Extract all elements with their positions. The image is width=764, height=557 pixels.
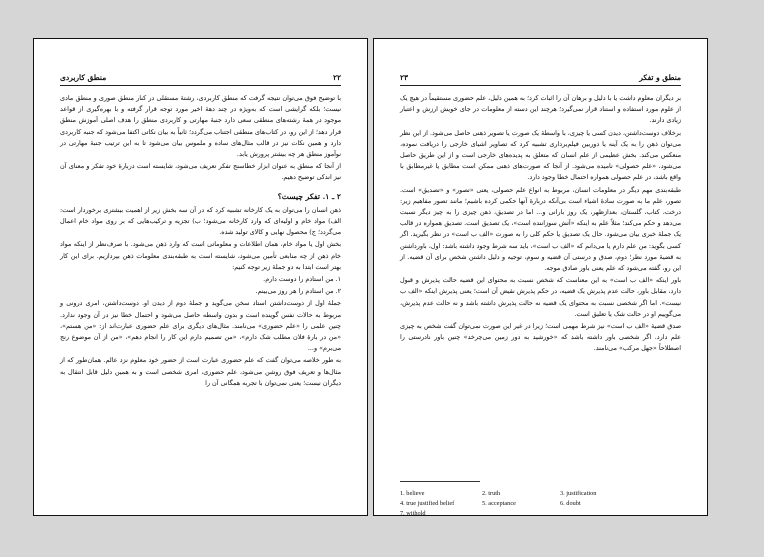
paragraph: بر دیگران معلوم داشت یا با دلیل و برهان آن را اثبات کرد؛ به همین دلیل، علم حضوری مستقیماً در هیچ یک از علوم مورد استفاده و استناد قرار نمی‌گیرد؛ هرچند این دسته از معلومات در جای خویش ارزش و اعتبار زیادی دارند. <box>400 94 681 125</box>
running-title: منطق کاربردی <box>60 73 107 82</box>
footnote: 7. withold <box>400 510 426 516</box>
page-number: ۲۲ <box>332 73 341 82</box>
left-page <box>33 38 368 516</box>
running-head <box>60 73 341 86</box>
footnotes <box>400 490 681 516</box>
right-page <box>373 38 708 516</box>
footnote: 3. justification <box>560 490 597 497</box>
footnote: 2. truth <box>482 490 501 497</box>
paragraph: باور اینکه «الف ب است» به این معناست که شخص نسبت به محتوای این قضیه حالت پذیرش و قبول دارد، مقابل باور، حالت عدم پذیرش یک قضیه، در حکم پذیرش نقیض آن است؛ یعنی پذیرش اینکه «الف ب نیست». اما اگر شخصی نسبت به محتوای یک قضیه نه حالت پذیرش داشته باشد و نه حالت عدم پذیرش، می‌گوییم او در حالت شک یا تعلیق است. <box>400 276 681 318</box>
page-number: ۲۳ <box>400 73 409 82</box>
section-heading: ۲ ـ ۱. تفکر چیست؟ <box>277 191 341 201</box>
footnote-divider <box>400 481 480 482</box>
list-item: ۱. من استادم را دوست دارم. <box>263 275 341 284</box>
paragraph: با توضیح فوق می‌توان نتیجه گرفت که منطق کاربردی، رشتهٔ مستقلی در کنار منطق صوری و منطق مادی نیست؛ بلکه گرایشی است که به‌ویژه در چند دههٔ اخیر مورد توجه قرار گرفته و با بهره‌گیری از قواعد موجود در همهٔ رشته‌های منطقی سعی دارد جنبهٔ مهارتی و کاربردی منطق را هدف اصلی آموزش منطق قرار دهد؛ از این رو، در کتاب‌های منطقی اجتناب می‌گردد؛ ثانیاً به بیان نکاتی اکتفا می‌شود که جنبه کاربردی دارد و همین نکات نیز در قالب مثال‌های ساده و ملموس بیان می‌شود تا به این ترتیب جنبهٔ مهارتی در نوآموز منطق هر چه بیشتر پرورش یابد. <box>60 94 341 159</box>
paragraph: ذهن انسان را می‌توان به یک کارخانه تشبیه کرد که در آن سه بخش زیر از اهمیت بیشتری برخوردار است: الف) مواد خام و اولیه‌ای که وارد کارخانه می‌شود؛ ب) تجزیه و ترکیب‌هایی که بر روی مواد خام اعمال می‌گردد؛ ج) محصول نهایی و کالای تولید شده. <box>60 205 341 237</box>
running-title: منطق و تفکر <box>639 73 681 82</box>
paragraph: طبقه‌بندی مهم دیگر در معلومات انسان، مربوط به انواع علم حصولی، یعنی «تصور» و «تصدیق» است. تصور، علم ما به صورت سادهٔ اشیاء است بی‌آنکه دربارهٔ آنها حکمی کرده باشیم؛ مانند تصور مفاهیم زیر: درخت، کتاب، گلستان، بعدازظهر، یک روز بارانی و... اما در تصدیق، ذهن چیزی را به چیز دیگر نسبت می‌دهد و حکم می‌کند؛ مثلاً علم به اینکه «آتش سوزاننده است»، یک تصدیق است. تصدیق همواره در قالب یک جملهٔ خبری بیان می‌شود. حال یک تصدیق یا حکم کلی را به صورت «الف ب است» در نظر بگیرید. اگر کسی بگوید: من علم دارم یا می‌دانم که «الف ب است»، باید سه شرط وجود داشته باشد: اول، باورداشتن به قضیهٔ مورد نظر؛ دوم، صدق و درستی آن قضیه و سوم، توجیه و دلیل داشتن شخص برای آن قضیه. از این رو، گفته می‌شود که علم یعنی باور صادق موجه. <box>400 185 681 273</box>
paragraph: صدق قضیهٔ «الف ب است» نیز شرط مهمی است؛ زیرا در غیر این صورت نمی‌توان گفت شخص به چیزی علم دارد. اگر شخصی باور داشته باشد که «خورشید به دور زمین می‌چرخد» چنین باور نادرستی را اصطلاحاً «جهل مرکب» می‌نامند. <box>400 322 681 353</box>
paragraph: به طور خلاصه می‌توان گفت که علم حضوری عبارت است از حضور خود معلوم نزد عالم. همان‌طور که از مثال‌ها و تعریف فوق روشن می‌شود، علم حضوری، امری شخصی است و به همین دلیل قابل انتقال به دیگران نیست؛ یعنی نمی‌توان با تجربه همگانی آن را <box>60 356 341 387</box>
running-head <box>400 73 681 86</box>
footnote: 4. true justified belief <box>400 500 455 507</box>
list-item: ۲. من استادم را هر روز می‌بینم. <box>255 287 341 296</box>
footnote: 6. doubt <box>560 500 581 507</box>
paragraph: از آنجا که منطق به عنوان ابزار خطاسنج تفکر تعریف می‌شود، شایسته است دربارهٔ خود تفکر و معنای آن نیز اندکی توضیح دهیم. <box>60 162 341 182</box>
paragraph: بخش اول یا مواد خام، همان اطلاعات و معلوماتی است که وارد ذهن می‌شود. با صرف‌نظر از اینکه مواد خام ذهن از چه منابعی تأمین می‌شود، شایسته است به طبقه‌بندی معلومات ذهن بپردازیم. برای این کار بهتر است ابتدا به دو جملهٔ زیر توجه کنیم: <box>60 240 341 271</box>
footnote: 1. believe <box>400 490 425 497</box>
footnote: 5. acceptance <box>482 500 516 507</box>
body-text <box>60 93 341 390</box>
paragraph: برخلاف دوست‌داشتن، دیدن کسی یا چیزی، با واسطهٔ یک صورت یا تصویر ذهنی حاصل می‌شود. از این نظر می‌توان ذهن را به یک آینه یا دوربین فیلم‌برداری تشبیه کرد که تصاویر اشیای خارجی را دریافت نموده، منعکس می‌کند. بخش عظیمی از علم انسان که متعلق به پدیده‌های خارجی است و از این طریق حاصل می‌شود، «علم حصولی» نامیده می‌شود. از آنجا که صورت‌های ذهنی ممکن است مطابق یا غیرمطابق با واقع باشد، در علم حصولی همواره احتمال خطا وجود دارد. <box>400 128 681 182</box>
body-text <box>400 93 681 356</box>
paragraph: جملهٔ اول از دوست‌داشتن استاد سخن می‌گوید و جملهٔ دوم از دیدن او. دوست‌داشتن، امری درونی و مربوط به حالات نفس گوینده است و بدون واسطه حاصل می‌شود و احتمال خطا نیز در آن وجود ندارد. چنین علمی را «علم حضوری» می‌نامند. مثال‌های دیگری برای علم حضوری عبارت‌اند از: «من هستم»، «من در بارهٔ فلان مطلب شک دارم»، «من تصمیم دارم این کار را انجام دهم»، «من از آن موضوع رنج می‌برم» و... <box>60 299 341 353</box>
